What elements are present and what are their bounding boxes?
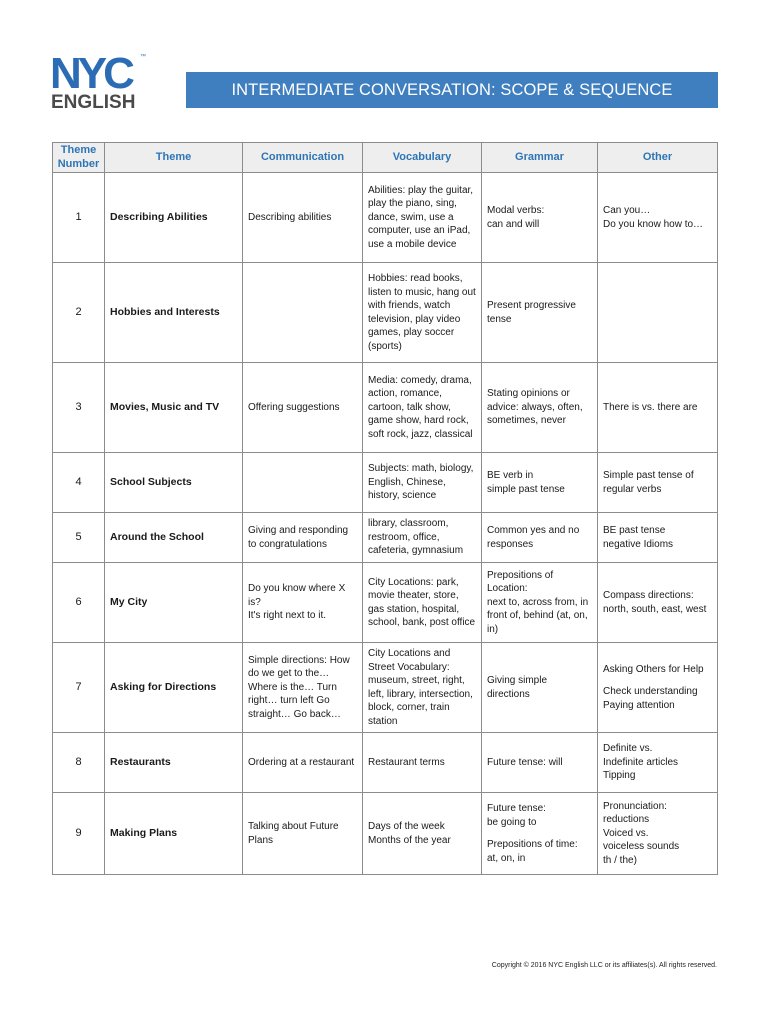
grammar-cell bbox=[482, 453, 598, 513]
grammar-line: Modal verbs: bbox=[487, 205, 545, 216]
grammar-cell bbox=[482, 363, 598, 453]
table-row bbox=[53, 793, 718, 875]
other-cell bbox=[598, 793, 718, 875]
other-line: Check understanding bbox=[603, 686, 698, 698]
theme-cell: Around the School bbox=[105, 513, 243, 563]
other-cell bbox=[598, 453, 718, 513]
theme-cell: Asking for Directions bbox=[105, 643, 243, 733]
other-cell bbox=[598, 263, 718, 363]
other-line: Compass directions: north, south, east, west bbox=[603, 590, 707, 615]
other-cell bbox=[598, 363, 718, 453]
table-body bbox=[53, 173, 718, 875]
theme-number-cell: 3 bbox=[53, 363, 105, 453]
vocabulary-line: City Locations: park, movie theater, store, gas station, hospital, school, bank, post office bbox=[368, 576, 476, 628]
table-header-row bbox=[53, 143, 718, 173]
theme-cell: Describing Abilities bbox=[105, 173, 243, 263]
vocabulary-line: library, classroom, restroom, office, cafeteria, gymnasium bbox=[368, 518, 464, 557]
grammar-cell bbox=[482, 793, 598, 875]
communication-cell bbox=[243, 453, 363, 513]
header-vocabulary: Vocabulary bbox=[363, 143, 482, 173]
theme-number-cell: 4 bbox=[53, 453, 105, 513]
other-line: Tipping bbox=[603, 770, 636, 782]
header-grammar: Grammar bbox=[482, 143, 598, 173]
grammar-line: Common yes and no responses bbox=[487, 525, 580, 550]
other-line: Asking Others for Help bbox=[603, 663, 704, 675]
other-line: th / the) bbox=[603, 854, 637, 866]
grammar-line: Giving simple directions bbox=[487, 675, 548, 700]
grammar-cell bbox=[482, 263, 598, 363]
grammar-line: simple past tense bbox=[487, 483, 565, 495]
vocabulary-cell bbox=[363, 173, 482, 263]
vocabulary-line: Media: comedy, drama, action, romance, cartoon, talk show, game show, hard rock, soft rock, jazz, classical bbox=[368, 374, 473, 440]
communication-cell bbox=[243, 513, 363, 563]
theme-number-cell: 2 bbox=[53, 263, 105, 363]
other-line: Do you know how to… bbox=[603, 218, 704, 230]
vocabulary-cell bbox=[363, 363, 482, 453]
other-line: negative Idioms bbox=[603, 538, 674, 550]
header-theme-number: Theme Number bbox=[53, 143, 105, 173]
theme-number-cell: 8 bbox=[53, 733, 105, 793]
vocabulary-line: Hobbies: read books, listen to music, hang out with friends, watch television, play video games, play soccer (sports) bbox=[368, 273, 476, 352]
other-line: reductions bbox=[603, 814, 650, 826]
communication-cell bbox=[243, 733, 363, 793]
vocabulary-line: Months of the year bbox=[368, 834, 451, 846]
vocabulary-line: City Locations and Street Vocabulary: museum, street, right, left, library, intersection, block, corner, train station bbox=[368, 648, 473, 727]
other-cell bbox=[598, 513, 718, 563]
logo-image bbox=[50, 50, 150, 112]
vocabulary-cell bbox=[363, 563, 482, 643]
grammar-line: Prepositions of Location: bbox=[487, 569, 554, 595]
table-row bbox=[53, 513, 718, 563]
communication-cell bbox=[243, 563, 363, 643]
vocabulary-cell bbox=[363, 793, 482, 875]
theme-number-cell: 5 bbox=[53, 513, 105, 563]
table-row bbox=[53, 263, 718, 363]
other-line: Can you… bbox=[603, 205, 651, 216]
communication-line: Do you know where X is? bbox=[248, 583, 346, 608]
table-row bbox=[53, 733, 718, 793]
logo-trademark: ™ bbox=[140, 54, 146, 60]
copyright-footer: Copyright © 2016 NYC English LLC or its affiliates(s). All rights reserved. bbox=[491, 962, 717, 969]
grammar-line: Future tense: bbox=[487, 803, 546, 814]
vocabulary-line: Restaurant terms bbox=[368, 756, 445, 768]
grammar-cell bbox=[482, 563, 598, 643]
other-line: Simple past tense of regular verbs bbox=[603, 470, 694, 495]
theme-number-cell: 9 bbox=[53, 793, 105, 875]
communication-line: Talking about Future Plans bbox=[248, 821, 339, 846]
vocabulary-cell bbox=[363, 733, 482, 793]
theme-cell: My City bbox=[105, 563, 243, 643]
theme-cell: Restaurants bbox=[105, 733, 243, 793]
grammar-line: next to, across from, in front of, behind (at, on, in) bbox=[487, 596, 589, 635]
other-cell bbox=[598, 643, 718, 733]
vocabulary-line: Abilities: play the guitar, play the piano, sing, dance, swim, use a computer, use an iPad, use a mobile device bbox=[368, 184, 474, 250]
other-line: voiceless sounds bbox=[603, 841, 680, 853]
table-row bbox=[53, 363, 718, 453]
table-row bbox=[53, 173, 718, 263]
vocabulary-line: Subjects: math, biology, English, Chinese, history, science bbox=[368, 463, 474, 502]
theme-number-cell: 6 bbox=[53, 563, 105, 643]
header-communication: Communication bbox=[243, 143, 363, 173]
communication-line: Offering suggestions bbox=[248, 401, 340, 413]
vocabulary-cell bbox=[363, 263, 482, 363]
nyc-english-logo bbox=[50, 50, 150, 112]
vocabulary-cell bbox=[363, 643, 482, 733]
logo-english-text: ENGLISH bbox=[51, 92, 136, 112]
theme-cell: Making Plans bbox=[105, 793, 243, 875]
grammar-line: at, on, in bbox=[487, 852, 526, 864]
grammar-line: Stating opinions or advice: always, often, sometimes, never bbox=[487, 388, 583, 427]
scope-sequence-table bbox=[52, 142, 718, 875]
theme-cell: School Subjects bbox=[105, 453, 243, 513]
vocabulary-line: Days of the week bbox=[368, 821, 445, 832]
other-line: Indefinite articles bbox=[603, 756, 679, 768]
grammar-line: be going to bbox=[487, 816, 537, 828]
grammar-line: can and will bbox=[487, 218, 540, 230]
other-cell bbox=[598, 733, 718, 793]
communication-line: It's right next to it. bbox=[248, 610, 327, 622]
communication-line: Giving and responding to congratulations bbox=[248, 525, 349, 550]
theme-cell: Movies, Music and TV bbox=[105, 363, 243, 453]
communication-cell bbox=[243, 643, 363, 733]
grammar-cell bbox=[482, 513, 598, 563]
other-cell bbox=[598, 173, 718, 263]
grammar-line: Future tense: will bbox=[487, 756, 563, 768]
communication-cell bbox=[243, 173, 363, 263]
communication-cell bbox=[243, 363, 363, 453]
grammar-line: Prepositions of time: bbox=[487, 839, 578, 850]
vocabulary-cell bbox=[363, 453, 482, 513]
other-cell bbox=[598, 563, 718, 643]
vocabulary-cell bbox=[363, 513, 482, 563]
other-line bbox=[603, 676, 712, 685]
theme-number-cell: 1 bbox=[53, 173, 105, 263]
logo-nyc-text: NYC bbox=[50, 50, 131, 98]
grammar-line: Present progressive tense bbox=[487, 300, 576, 325]
table-row bbox=[53, 453, 718, 513]
document-title-bar bbox=[186, 72, 718, 108]
communication-line: Describing abilities bbox=[248, 211, 332, 223]
document-title: INTERMEDIATE CONVERSATION: SCOPE & SEQUENCE bbox=[231, 80, 673, 99]
theme-cell: Hobbies and Interests bbox=[105, 263, 243, 363]
other-line: Pronunciation: bbox=[603, 800, 667, 812]
grammar-line bbox=[487, 829, 592, 838]
header-other: Other bbox=[598, 143, 718, 173]
communication-line: Simple directions: How do we get to the… Where is the… Turn right… turn left Go straight… Go back… bbox=[248, 654, 350, 720]
table-row bbox=[53, 563, 718, 643]
grammar-cell bbox=[482, 733, 598, 793]
other-line: Definite vs. bbox=[603, 743, 653, 755]
other-line: BE past tense bbox=[603, 525, 666, 536]
other-line: Paying attention bbox=[603, 699, 675, 711]
communication-cell bbox=[243, 793, 363, 875]
other-line: Voiced vs. bbox=[603, 827, 649, 839]
other-line: There is vs. there are bbox=[603, 401, 698, 413]
grammar-cell bbox=[482, 643, 598, 733]
grammar-cell bbox=[482, 173, 598, 263]
communication-cell bbox=[243, 263, 363, 363]
table-row bbox=[53, 643, 718, 733]
communication-line: Ordering at a restaurant bbox=[248, 756, 355, 768]
header-theme: Theme bbox=[105, 143, 243, 173]
grammar-line: BE verb in bbox=[487, 470, 534, 481]
theme-number-cell: 7 bbox=[53, 643, 105, 733]
